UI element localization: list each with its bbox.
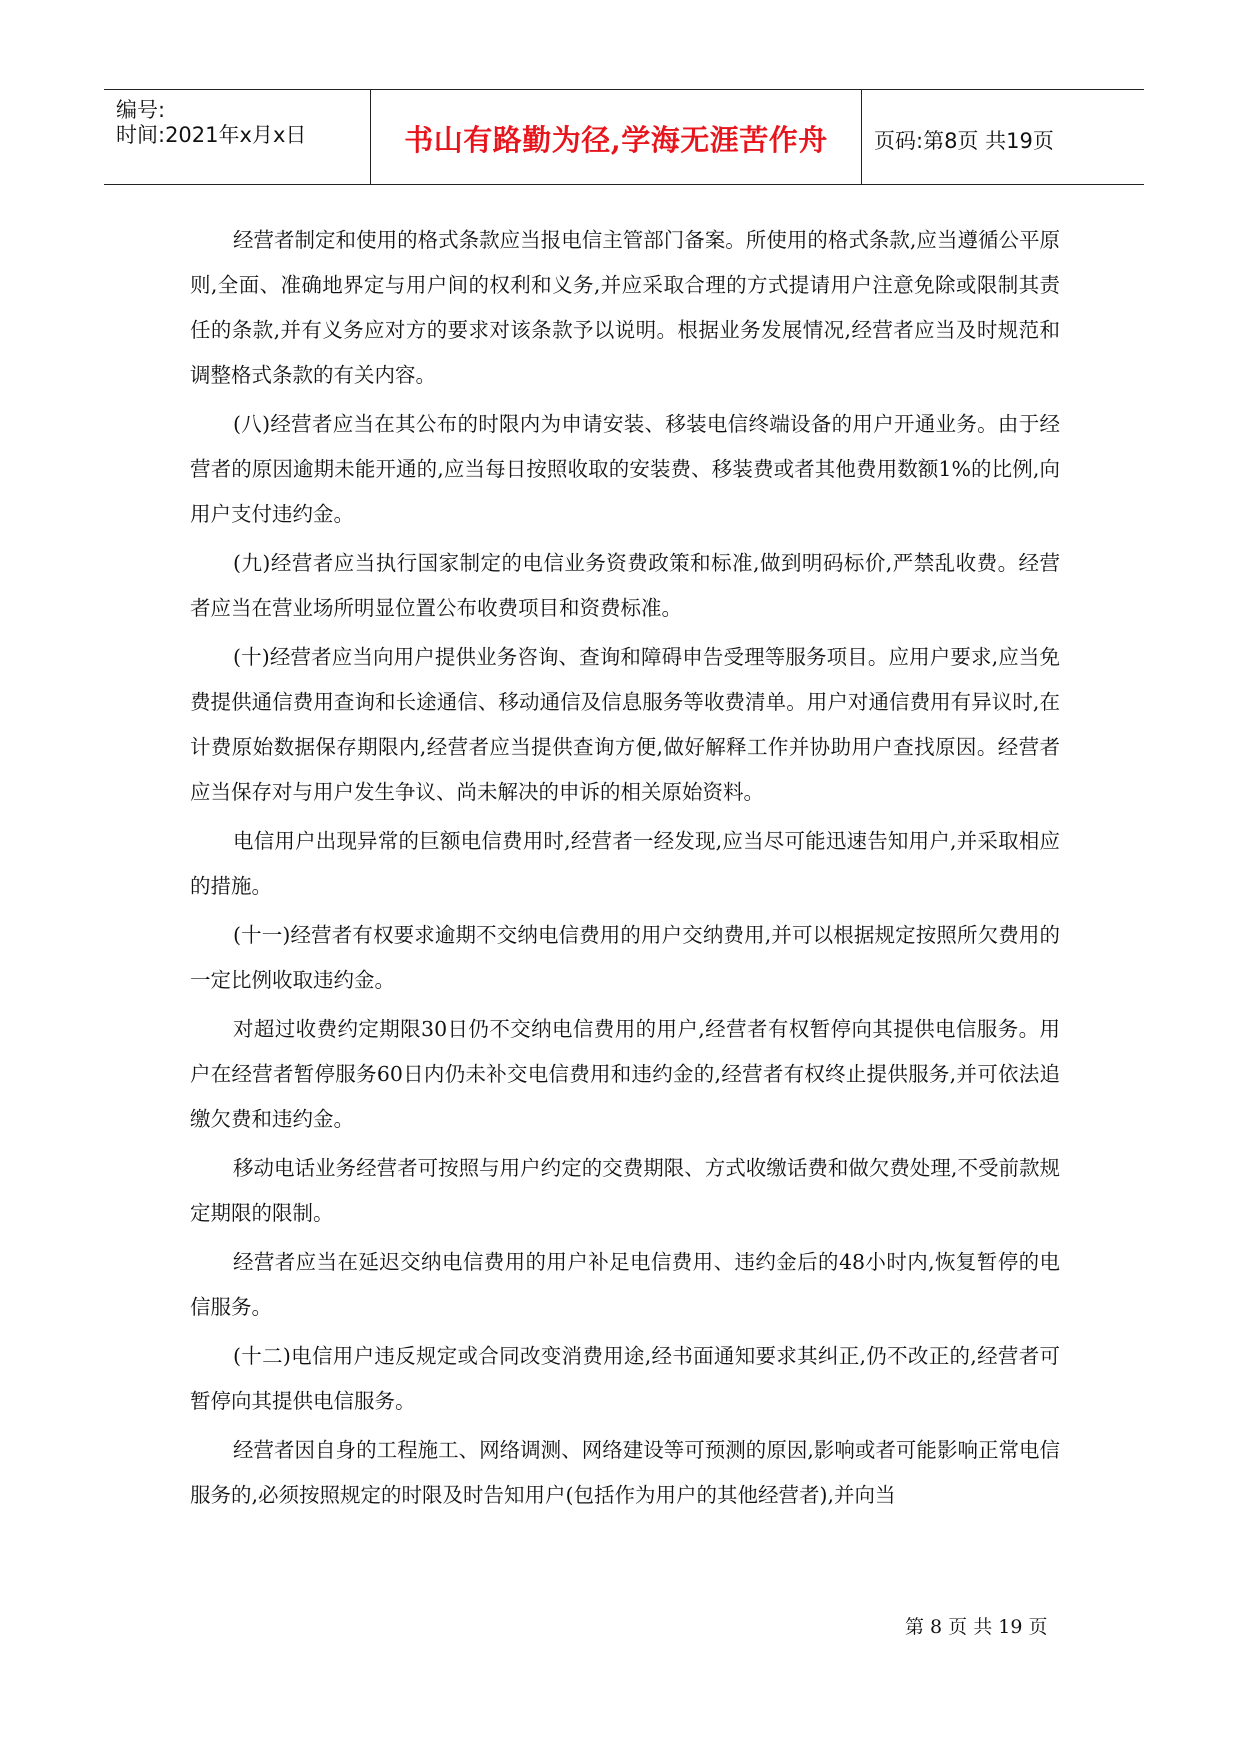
page-code: 页码:第8页 共19页 xyxy=(874,129,1054,153)
time-label: 时间:2021年x月x日 xyxy=(116,123,307,147)
header-left-cell xyxy=(104,90,370,184)
paragraph: (九)经营者应当执行国家制定的电信业务资费政策和标准,做到明码标价,严禁乱收费。经营者应当在营业场所明显位置公布收费项目和资费标准。 xyxy=(190,551,1060,620)
paragraph: 经营者因自身的工程施工、网络调测、网络建设等可预测的原因,影响或者可能影响正常电信服务的,必须按照规定的时限及时告知用户(包括作为用户的其他经营者),并向当 xyxy=(190,1438,1060,1507)
paragraph: (十一)经营者有权要求逾期不交纳电信费用的用户交纳费用,并可以根据规定按照所欠费用的一定比例收取违约金。 xyxy=(190,923,1060,992)
motto-text: 书山有路勤为径,学海无涯苦作舟 xyxy=(404,123,828,157)
paragraph: (十)经营者应当向用户提供业务咨询、查询和障碍申告受理等服务项目。应用户要求,应当免费提供通信费用查询和长途通信、移动通信及信息服务等收费清单。用户对通信费用有异议时,在计费原始数据保存期限内,经营者应当提供查询方便,做好解释工作并协助用户查找原因。经营者应当保存对与用户发生争议、尚未解决的申诉的相关原始资料。 xyxy=(190,645,1060,804)
header-right-cell xyxy=(862,90,1144,184)
paragraph: 电信用户出现异常的巨额电信费用时,经营者一经发现,应当尽可能迅速告知用户,并采取相应的措施。 xyxy=(190,829,1060,898)
paragraph: (八)经营者应当在其公布的时限内为申请安装、移装电信终端设备的用户开通业务。由于经营者的原因逾期未能开通的,应当每日按照收取的安装费、移装费或者其他费用数额1%的比例,向用户支付违约金。 xyxy=(190,412,1060,526)
page-header xyxy=(104,89,1144,185)
paragraph: 对超过收费约定期限30日仍不交纳电信费用的用户,经营者有权暂停向其提供电信服务。用户在经营者暂停服务60日内仍未补交电信费用和违约金的,经营者有权终止提供服务,并可依法追缴欠费和违约金。 xyxy=(190,1017,1060,1131)
paragraph: 经营者应当在延迟交纳电信费用的用户补足电信费用、违约金后的48小时内,恢复暂停的电信服务。 xyxy=(190,1250,1060,1319)
header-motto-cell xyxy=(370,90,862,184)
paragraph: (十二)电信用户违反规定或合同改变消费用途,经书面通知要求其纠正,仍不改正的,经营者可暂停向其提供电信服务。 xyxy=(190,1344,1060,1413)
document-body xyxy=(190,218,1060,1522)
paragraph: 移动电话业务经营者可按照与用户约定的交费期限、方式收缴话费和做欠费处理,不受前款规定期限的限制。 xyxy=(190,1156,1060,1225)
number-label: 编号: xyxy=(116,98,166,122)
page-footer: 第 8 页 共 19 页 xyxy=(905,1616,1048,1638)
paragraph: 经营者制定和使用的格式条款应当报电信主管部门备案。所使用的格式条款,应当遵循公平原则,全面、准确地界定与用户间的权利和义务,并应采取合理的方式提请用户注意免除或限制其责任的条款,并有义务应对方的要求对该条款予以说明。根据业务发展情况,经营者应当及时规范和调整格式条款的有关内容。 xyxy=(190,228,1060,387)
